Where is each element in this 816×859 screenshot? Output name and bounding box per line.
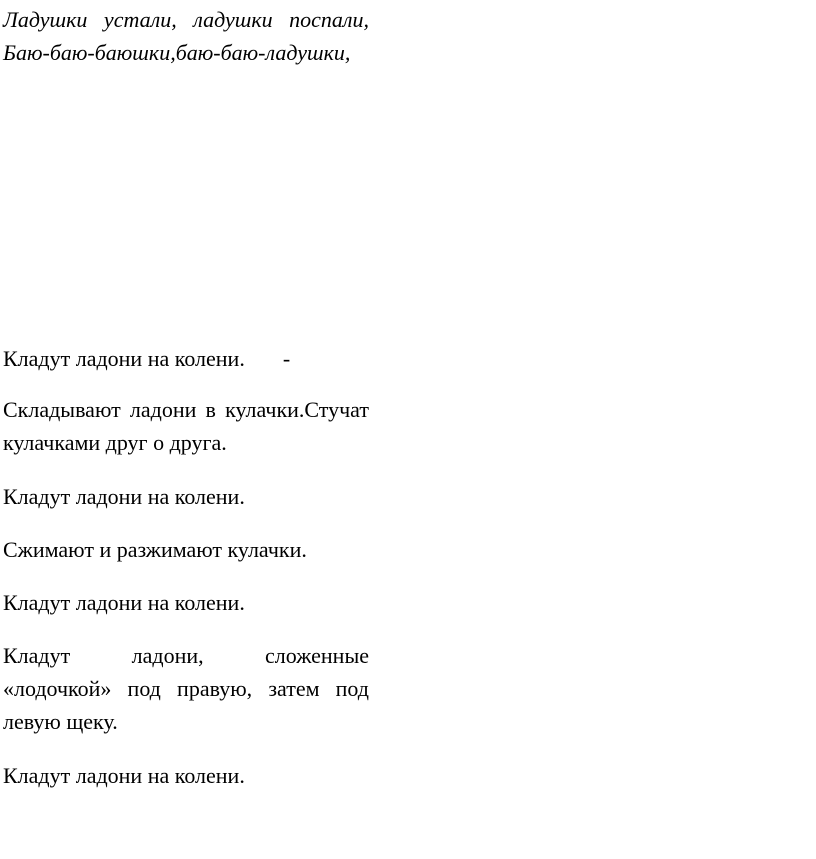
action-line-6: Кладут ладони, сложенные «лодочкой» под правую, затем под левую щеку. xyxy=(3,643,369,734)
action-line-3: Кладут ладони на колени. xyxy=(3,484,245,509)
verse-text: Ладушки устали, ладушки поспали, Баю-баю-баюшки,баю-баю-ладушки, xyxy=(3,7,369,65)
action-line-4: Сжимают и разжимают кулачки. xyxy=(3,537,307,562)
action-line-1 xyxy=(3,342,369,375)
action-line-1-dash: - xyxy=(282,346,291,371)
actions-list xyxy=(3,342,369,810)
action-line-1-text: Кладут ладони на колени. xyxy=(3,346,245,371)
action-line-5: Кладут ладони на колени. xyxy=(3,590,245,615)
action-line-2: Складывают ладони в кулачки.Стучат кулачками друг о друга. xyxy=(3,397,369,455)
action-line-7: Кладут ладони на колени. xyxy=(3,763,245,788)
